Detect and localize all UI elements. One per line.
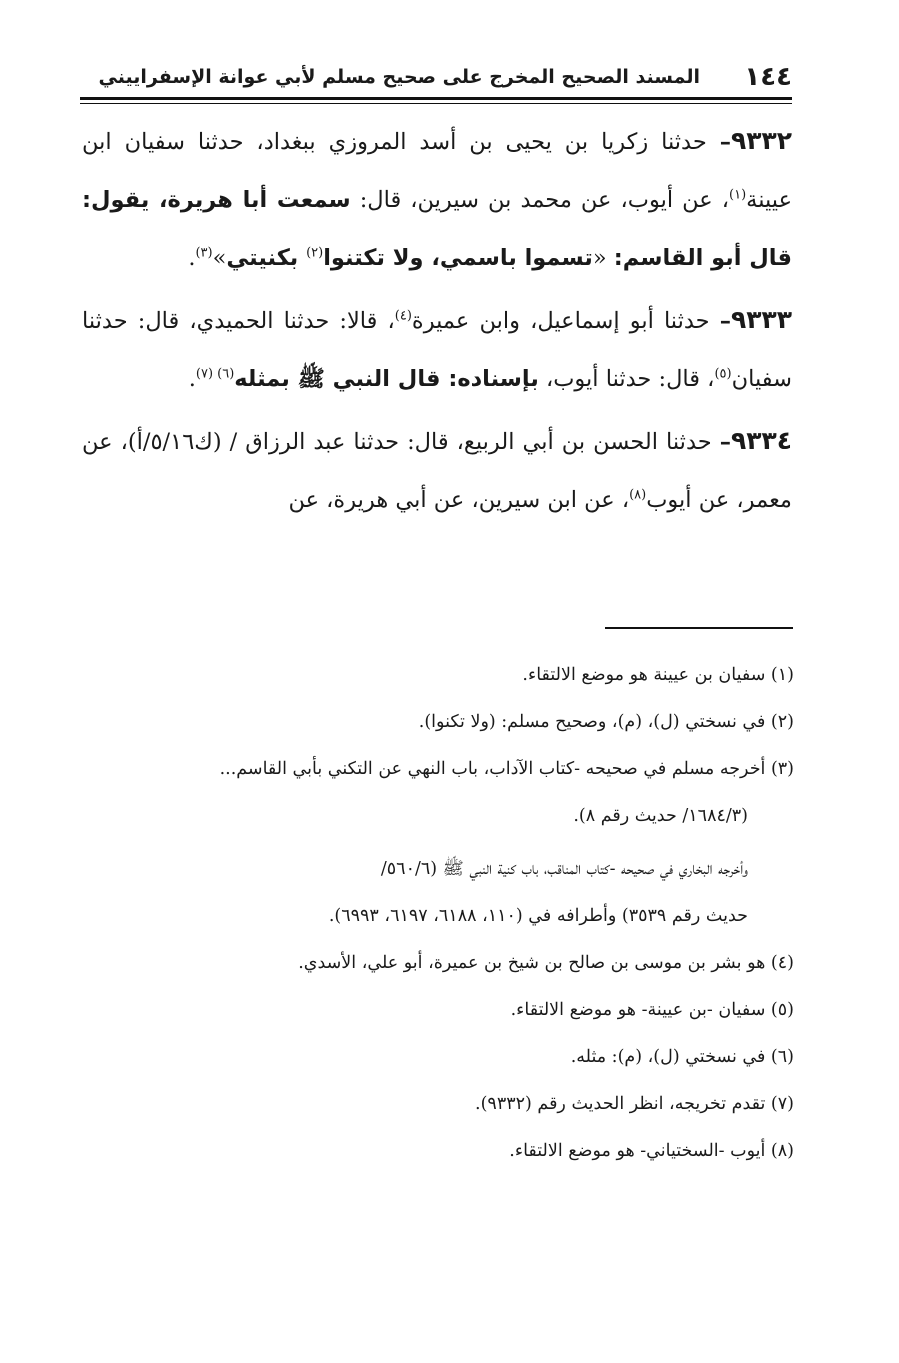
bold-text: بكنيتي	[226, 245, 307, 271]
header-rule-thin	[80, 103, 792, 104]
header-rule-thick	[80, 97, 792, 100]
footnote-marker: (٥)	[714, 366, 732, 382]
body-text: .	[188, 245, 196, 271]
footnote-line: حديث رقم ٣٥٣٩) وأطرافه في (١١٠، ٦١٨٨، ٦١٩٧، ٦٩٩٣).	[328, 906, 748, 926]
hadith-dash: –	[719, 308, 731, 334]
book-title: المسند الصحيح المخرج على صحيح مسلم لأبي عوانة الإسفراييني	[98, 66, 700, 88]
footnote-line: (٢) في نسختي (ل)، (م)، وصحيح مسلم: (ولا تكنوا).	[418, 712, 794, 732]
bold-text: تسموا باسمي، ولا تكتنوا	[323, 245, 593, 271]
page-number: ١٤٤	[744, 62, 792, 92]
footnote-marker: (٣)	[195, 245, 213, 261]
body-text: ، عن أيوب، عن محمد بن سيرين، قال:	[350, 187, 729, 213]
body-text: حدثنا أبو إسماعيل، وابن عميرة	[411, 308, 720, 334]
footnote-line: (٨) أيوب -السختياني- هو موضع الالتقاء.	[509, 1141, 794, 1161]
hadith-number: ٩٣٣٤	[730, 426, 792, 455]
body-text: حدثنا زكريا بن يحيى بن أسد المروزي ببغداد، حدثنا سفيان ابن عيينة	[82, 129, 792, 213]
bold-text: بإسناده: قال النبي ﷺ بمثله	[234, 366, 539, 392]
hadith-dash: –	[719, 429, 731, 455]
footnote-marker: (٤)	[394, 308, 412, 324]
footnote-line: (٦) في نسختي (ل)، (م): مثله.	[570, 1047, 794, 1067]
footnote-line: (٤) هو بشر بن موسى بن صالح بن شيخ بن عميرة، أبو علي، الأسدي.	[298, 953, 794, 973]
footnote-marker: (٦) (٧)	[195, 366, 235, 382]
running-header	[80, 58, 792, 98]
footnote-line: (٥) سفيان -بن عيينة- هو موضع الالتقاء.	[510, 1000, 794, 1020]
footnote-line: (١) سفيان بن عيينة هو موضع الالتقاء.	[522, 665, 794, 685]
hadith-paragraph	[82, 412, 792, 529]
footnote-line: (٣) أخرجه مسلم في صحيحه -كتاب الآداب، باب النهي عن التكني بأبي القاسم...	[219, 759, 794, 779]
footnote-marker: (٨)	[629, 487, 647, 503]
hadith-number: ٩٣٣٢	[730, 126, 792, 155]
footnote-separator	[605, 627, 793, 629]
hadith-paragraph	[82, 291, 792, 408]
hadith-paragraph	[82, 112, 792, 287]
body-text: ، عن ابن سيرين، عن أبي هريرة، عن	[288, 487, 630, 513]
body-text: .	[188, 366, 196, 392]
footnote-line: وأخرجه البخاري في صحيحه -كتاب المناقب، باب كنية النبي ﷺ (٥٦٠/٦/	[380, 859, 748, 879]
main-text	[82, 112, 792, 533]
hadith-number: ٩٣٣٣	[730, 305, 792, 334]
footnotes	[82, 652, 794, 1175]
hadith-dash: –	[719, 129, 731, 155]
footnote-line: (١٦٨٤/٣/ حديث رقم ٨).	[573, 806, 748, 826]
footnote-marker: (١)	[729, 187, 747, 203]
body-text: ، قال: حدثنا أيوب،	[538, 366, 715, 392]
footnote-marker: (٢)	[306, 245, 324, 261]
bold-text: سمعت أبا هريرة، يقول: قال أبو القاسم:	[82, 187, 792, 271]
body-text: ، قالا: حدثنا الحميدي، قال: حدثنا سفيان	[82, 308, 792, 392]
footnote-line: (٧) تقدم تخريجه، انظر الحديث رقم (٩٣٣٢).	[475, 1094, 794, 1114]
body-text: حدثنا الحسن بن أبي الربيع، قال: حدثنا عبد الرزاق / (ك٥/١٦/أ)، عن معمر، عن أيوب	[82, 429, 792, 513]
body-text: »	[212, 245, 227, 271]
body-text: «	[592, 245, 614, 271]
